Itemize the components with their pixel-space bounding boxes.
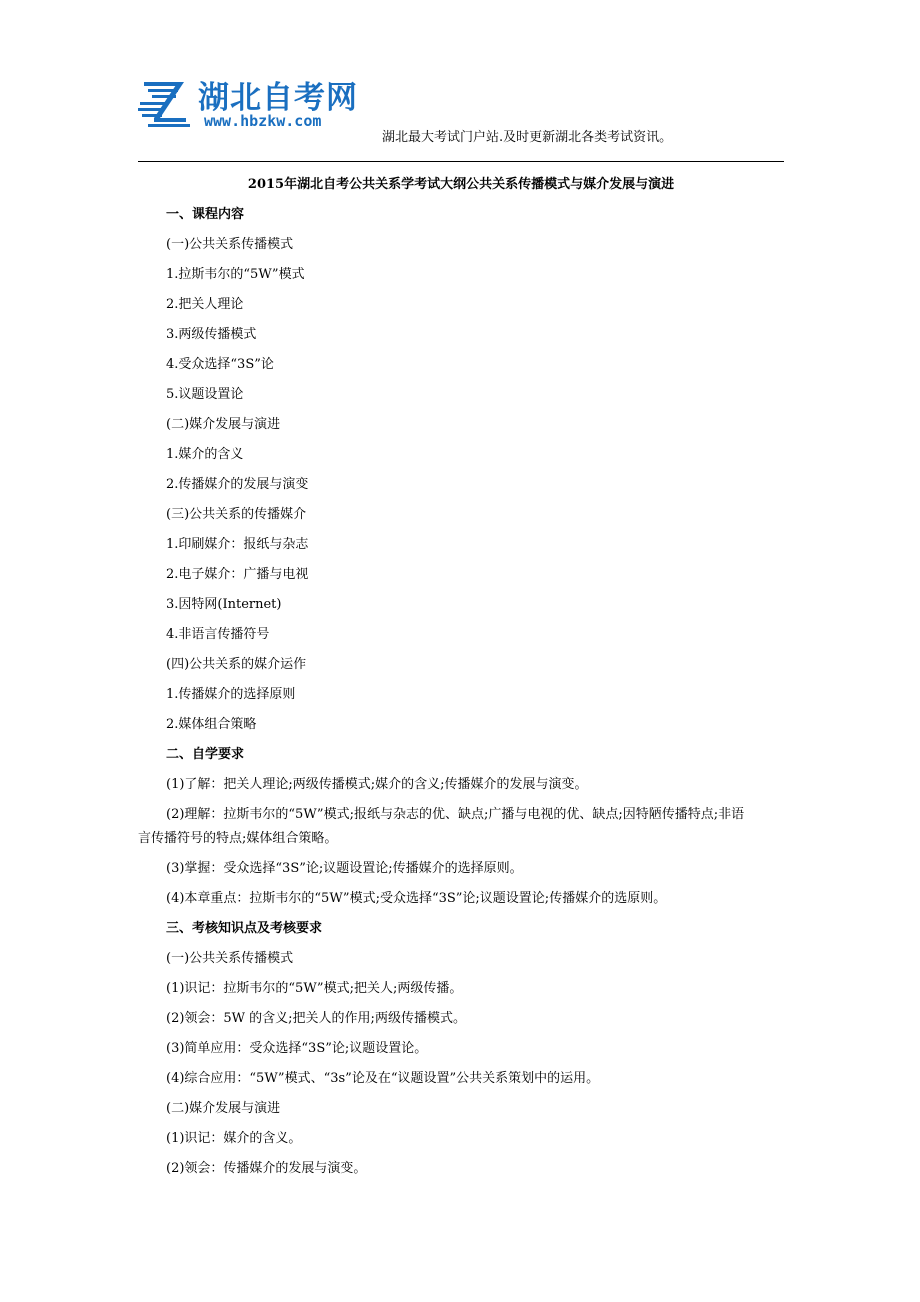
outline-item: 2.媒体组合策略 xyxy=(166,717,257,732)
site-header xyxy=(138,72,784,162)
outline-item: (四)公共关系的媒介运作 xyxy=(166,657,307,672)
assessment-item: (一)公共关系传播模式 xyxy=(166,951,294,966)
section-heading-course-content: 一、课程内容 xyxy=(166,207,245,222)
section-heading-self-study: 二、自学要求 xyxy=(166,747,245,762)
outline-item: 2.电子媒介：广播与电视 xyxy=(166,567,309,582)
header-divider xyxy=(138,161,784,162)
assessment-item: (2)领会：传播媒介的发展与演变。 xyxy=(166,1161,367,1176)
requirement-paragraph: (2)理解：拉斯韦尔的“5W”模式;报纸与杂志的优、缺点;广播与电视的优、缺点;因特陋传播特点;非语 xyxy=(166,807,745,822)
requirement-paragraph: (3)掌握：受众选择“3S”论;议题设置论;传播媒介的选择原则。 xyxy=(166,861,523,876)
section-heading-assessment: 三、考核知识点及考核要求 xyxy=(166,921,323,936)
outline-item: (三)公共关系的传播媒介 xyxy=(166,507,307,522)
site-logo[interactable] xyxy=(138,72,378,134)
outline-item: 4.受众选择“3S”论 xyxy=(166,357,274,372)
outline-item: (一)公共关系传播模式 xyxy=(166,237,294,252)
outline-item: 1.印刷媒介：报纸与杂志 xyxy=(166,537,309,552)
outline-item: 2.传播媒介的发展与演变 xyxy=(166,477,309,492)
site-url: www.hbzkw.com xyxy=(204,112,322,130)
assessment-item: (4)综合应用：“5W”模式、“3s”论及在“议题设置”公共关系策划中的运用。 xyxy=(166,1071,600,1086)
outline-item: (二)媒介发展与演进 xyxy=(166,417,281,432)
requirement-paragraph: (1)了解：把关人理论;两级传播模式;媒介的含义;传播媒介的发展与演变。 xyxy=(166,777,588,792)
requirement-paragraph: (4)本章重点：拉斯韦尔的“5W”模式;受众选择“3S”论;议题设置论;传播媒介的选原则。 xyxy=(166,891,667,906)
outline-item: 1.拉斯韦尔的“5W”模式 xyxy=(166,267,305,282)
site-tagline: 湖北最大考试门户站.及时更新湖北各类考试资讯。 xyxy=(382,130,673,145)
outline-item: 2.把关人理论 xyxy=(166,297,244,312)
outline-item: 3.因特网(Internet) xyxy=(166,597,282,612)
site-name: 湖北自考网 xyxy=(198,80,358,116)
outline-item: 5.议题设置论 xyxy=(166,387,244,402)
outline-item: 1.传播媒介的选择原则 xyxy=(166,687,296,702)
assessment-item: (2)领会：5W 的含义;把关人的作用;两级传播模式。 xyxy=(166,1011,466,1026)
outline-item: 4.非语言传播符号 xyxy=(166,627,270,642)
logo-z-icon xyxy=(138,78,200,130)
assessment-item: (3)简单应用：受众选择“3S”论;议题设置论。 xyxy=(166,1041,428,1056)
outline-item: 1.媒介的含义 xyxy=(166,447,244,462)
document-title: 2015年湖北自考公共关系学考试大纲公共关系传播模式与媒介发展与演进 xyxy=(247,177,675,192)
assessment-item: (1)识记：媒介的含义。 xyxy=(166,1131,302,1146)
assessment-item: (二)媒介发展与演进 xyxy=(166,1101,281,1116)
requirement-paragraph-continued: 言传播符号的特点;媒体组合策略。 xyxy=(138,831,338,846)
assessment-item: (1)识记：拉斯韦尔的“5W”模式;把关人;两级传播。 xyxy=(166,981,463,996)
outline-item: 3.两级传播模式 xyxy=(166,327,257,342)
